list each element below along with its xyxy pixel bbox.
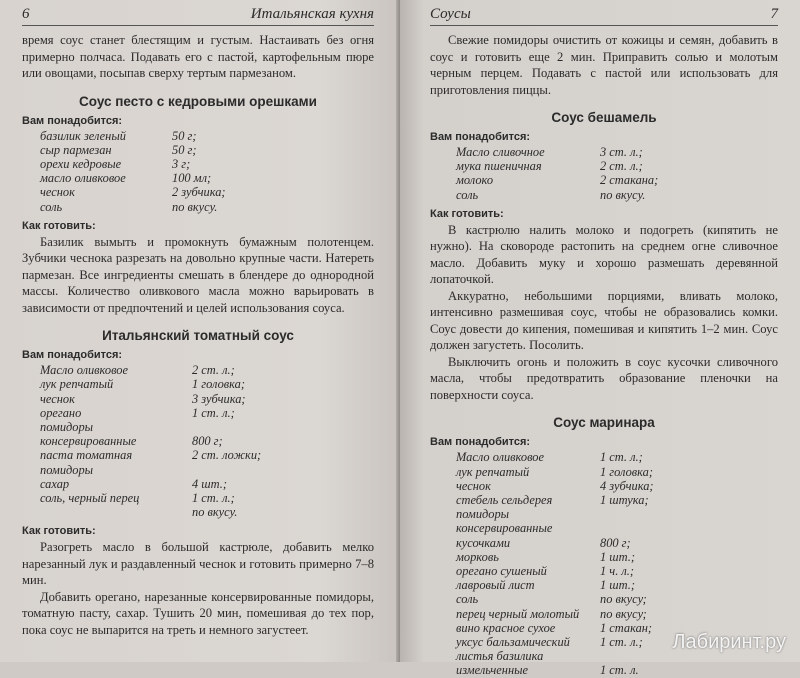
ingredient-row: молоко 2 стакана;: [456, 173, 659, 188]
ingredient-row: вино красное сухое 1 стакан;: [456, 620, 653, 635]
section-title: Итальянская кухня: [250, 6, 374, 22]
ingredient-row: орехи кедровые 3 г;: [40, 156, 191, 171]
ingredient-row: соль по вкусу;: [456, 592, 647, 607]
ingredient-row: чеснок 3 зубчика;: [40, 391, 246, 406]
ingredient-row: лук репчатый 1 головка;: [456, 464, 653, 479]
page-number: 6: [22, 6, 30, 22]
ingredient-row: уксус бальзамический 1 ст. л.;: [456, 634, 643, 649]
ingredient-row: Масло сливочное 3 ст. л.;: [456, 145, 643, 159]
ingredients-label: Вам понадобится:: [430, 131, 531, 143]
intro-paragraph: время соус станет блестящим и густым. Настаивать без огня примерно полчаса. Подавать его с пастой, картофельным пюре или овощами, посыпав сверху тертым пармезаном.: [22, 33, 374, 80]
running-head: [430, 6, 778, 26]
recipe-title: Соус песто с кедровыми орешками: [79, 93, 317, 109]
ingredient-row: перец черный молотый по вкусу;: [456, 606, 647, 621]
ingredients-label: Вам понадобится:: [430, 436, 531, 449]
ingredient-row: лавровый лист 1 шт.;: [456, 578, 635, 593]
section-title: Соусы: [430, 6, 471, 22]
ingredient-row: помидоры: [40, 462, 94, 477]
method-paragraph: В кастрюлю налить молоко и подогреть (кипятить не нужно). На сковороде растопить на среднем огне сливочное масло. Добавить муку и хорошо размешать деревянной лопаточкой.: [430, 222, 778, 287]
ingredient-row: морковь 1 шт.;: [456, 549, 635, 564]
right-page: [400, 0, 800, 678]
method-paragraph: Базилик вымыть и промокнуть бумажным полотенцем. Зубчики чеснока разрезать на довольно крупные части. Натереть пармезан. Все ингредиенты смешать в блендере до однородной массы. Количество оливкового масла можно варьировать в зависимости от предпочтений и целей использования соуса.: [22, 234, 374, 315]
ingredient-row: сахар 4 шт.;: [40, 476, 227, 491]
ingredient-row: мука пшеничная 2 ст. л.;: [456, 159, 643, 174]
method-paragraph: Выключить огонь и положить в соус кусочки сливочного масла, чтобы предотвратить образование пленочки на поверхности соуса.: [430, 354, 778, 402]
ingredients-label: Вам понадобится:: [22, 349, 123, 362]
ingredient-row: масло оливковое 100 мл;: [40, 171, 212, 186]
ingredient-row: лук репчатый 1 головка;: [40, 377, 245, 392]
intro-paragraph: Свежие помидоры очистить от кожицы и семян, добавить в соус и готовить еще 2 мин. Приправить солью и молотым черным перцем. Подавать с пастой или использовать для приготовления пиццы.: [430, 33, 778, 97]
recipe-title: Итальянский томатный соус: [102, 328, 294, 344]
ingredient-row: помидоры консервированные: [456, 507, 553, 536]
method-paragraph: Разогреть масло в большой кастрюле, добавить мелко нарезанный лук и раздавленный чеснок и готовить примерно 7–8 мин.: [22, 540, 374, 588]
method-paragraph: Аккуратно, небольшими порциями, вливать молоко, интенсивно размешивая соус, чтобы не образовались комки. Соус довести до кипения, помешивая и кипятить 1–2 мин. Соус должен загустеть. Посолить.: [430, 288, 778, 353]
ingredient-row: консервированные 800 г;: [40, 434, 223, 449]
ingredients-label: Вам понадобится:: [22, 114, 123, 127]
method-label: Как готовить:: [22, 525, 96, 538]
recipe-title: Соус бешамель: [551, 110, 657, 125]
ingredient-row: кусочками 800 г;: [456, 535, 631, 550]
ingredient-row: по вкусу.: [192, 505, 238, 520]
ingredient-row: паста томатная 2 ст. ложки;: [40, 448, 262, 463]
running-head: [22, 6, 374, 26]
labirint-watermark: Лабиринт.ру: [672, 631, 786, 653]
method-paragraph: Добавить орегано, нарезанные консервированные помидоры, томатную пасту, сахар. Тушить 20 мин, помешивая до тех пор, пока соус не выпарится на треть и немного загустеет.: [22, 589, 374, 637]
ingredient-row: соль по вкусу.: [40, 199, 218, 214]
recipe-title: Соус маринара: [553, 415, 655, 431]
ingredient-row: базилик зеленый 50 г;: [40, 128, 197, 143]
ingredient-row: соль по вкусу.: [456, 187, 646, 202]
ingredient-row: листья базилика: [456, 649, 544, 664]
method-label: Как готовить:: [430, 207, 504, 220]
method-label: Как готовить:: [22, 219, 96, 232]
ingredient-row: измельченные 1 ст. л.: [456, 663, 639, 678]
ingredient-row: Масло оливковое 1 ст. л.;: [456, 450, 643, 465]
ingredient-row: чеснок 2 зубчика;: [40, 185, 226, 200]
ingredient-row: чеснок 4 зубчика;: [456, 478, 654, 493]
ingredient-row: соль, черный перец 1 ст. л.;: [40, 491, 235, 506]
ingredient-row: стебель сельдерея 1 штука;: [456, 492, 649, 507]
ingredient-row: сыр пармезан 50 г;: [40, 142, 197, 157]
ingredient-row: орегано 1 ст. л.;: [40, 405, 235, 420]
ingredient-row: Масло оливковое 2 ст. л.;: [40, 363, 235, 378]
left-page: [0, 0, 400, 662]
ingredient-row: помидоры: [40, 420, 94, 435]
page-number: 7: [770, 6, 778, 22]
ingredient-row: орегано сушеный 1 ч. л.;: [456, 563, 635, 578]
